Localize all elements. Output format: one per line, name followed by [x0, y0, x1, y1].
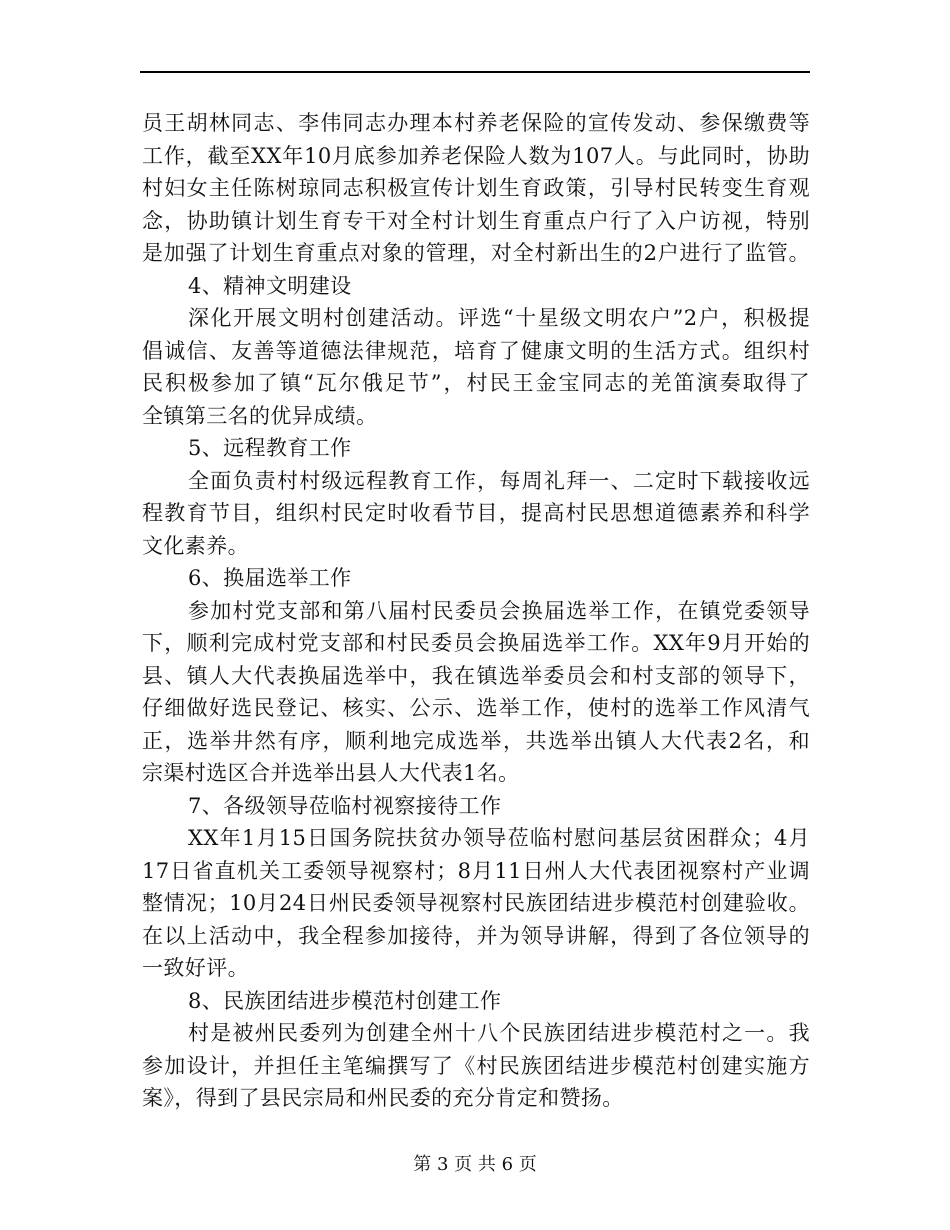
paragraph-line: 宗渠村选区合并选举出县人大代表1名。: [142, 761, 520, 785]
paragraph-line: 全面负责村村级远程教育工作，每周礼拜一、二定时下载接收远: [188, 468, 810, 493]
paragraph-line: 县、镇人大代表换届选举中，我在镇选举委员会和村支部的领导下，: [142, 663, 810, 688]
paragraph-line: 工作，截至XX年10月底参加养老保险人数为107人。与此同时，协助: [142, 143, 810, 168]
page-number-footer: 第 3 页 共 6 页: [413, 1154, 537, 1175]
paragraph: [142, 595, 810, 790]
paragraph-continued: [142, 107, 810, 270]
paragraph: [142, 465, 810, 563]
paragraph-line: XX年1月15日国务院扶贫办领导莅临村慰问基层贫困群众；4月: [188, 826, 810, 850]
paragraph-line: 参加村党支部和第八届村民委员会换届选举工作，在镇党委领导: [188, 598, 810, 623]
paragraph-line: 案》，得到了县民宗局和州民委的充分肯定和赞扬。: [142, 1086, 624, 1110]
paragraph-line: 员王胡林同志、李伟同志办理本村养老保险的宣传发动、参保缴费等: [142, 111, 810, 135]
paragraph-line: 倡诚信、友善等道德法律规范，培育了健康文明的生活方式。组织村: [142, 338, 810, 363]
paragraph-line: 参加设计，并担任主笔编撰写了《村民族团结进步模范村创建实施方: [142, 1053, 810, 1078]
section-heading: 5、远程教育工作: [188, 436, 352, 460]
paragraph-line: 念，协助镇计划生育专干对全村计划生育重点户行了入户访视，特别: [142, 208, 810, 233]
section-heading: 8、民族团结进步模范村创建工作: [188, 988, 502, 1013]
section-heading: 7、各级领导莅临村视察接待工作: [188, 793, 502, 818]
header-rule: [140, 71, 810, 73]
section-heading: 6、换届选举工作: [188, 566, 352, 590]
paragraph-line: 下，顺利完成村党支部和村民委员会换届选举工作。XX年9月开始的: [142, 631, 810, 655]
paragraph-line: 深化开展文明村创建活动。评选“十星级文明农户”2户，积极提: [188, 306, 810, 330]
paragraph-line: 一致好评。: [142, 956, 249, 980]
section-heading: 4、精神文明建设: [188, 273, 352, 298]
paragraph-line: 全镇第三名的优异成绩。: [142, 403, 378, 428]
paragraph-line: 民积极参加了镇“瓦尔俄足节”，村民王金宝同志的羌笛演奏取得了: [142, 371, 810, 395]
paragraph-line: 程教育节目，组织村民定时收看节目，提高村民思想道德素养和科学: [142, 501, 810, 525]
paragraph-line: 村是被州民委列为创建全州十八个民族团结进步模范村之一。我: [188, 1021, 810, 1045]
paragraph-line: 村妇女主任陈树琼同志积极宣传计划生育政策，引导村民转变生育观: [142, 176, 810, 200]
paragraph: [142, 822, 810, 985]
paragraph-line: 文化素养。: [142, 533, 249, 558]
paragraph-line: 17日省直机关工委领导视察村；8月11日州人大代表团视察村产业调: [142, 858, 810, 883]
paragraph-line: 是加强了计划生育重点对象的管理，对全村新出生的2户进行了监管。: [142, 241, 810, 265]
paragraph-line: 在以上活动中，我全程参加接待，并为领导讲解，得到了各位领导的: [142, 923, 810, 948]
paragraph: [142, 302, 810, 432]
paragraph-line: 正，选举井然有序，顺利地完成选举，共选举出镇人大代表2名，和: [142, 728, 810, 753]
paragraph-line: 整情况；10月24日州民委领导视察村民族团结进步模范村创建验收。: [142, 891, 810, 915]
document-body: [142, 107, 810, 1115]
paragraph: [142, 1017, 810, 1115]
paragraph-line: 仔细做好选民登记、核实、公示、选举工作，使村的选举工作风清气: [142, 696, 810, 720]
